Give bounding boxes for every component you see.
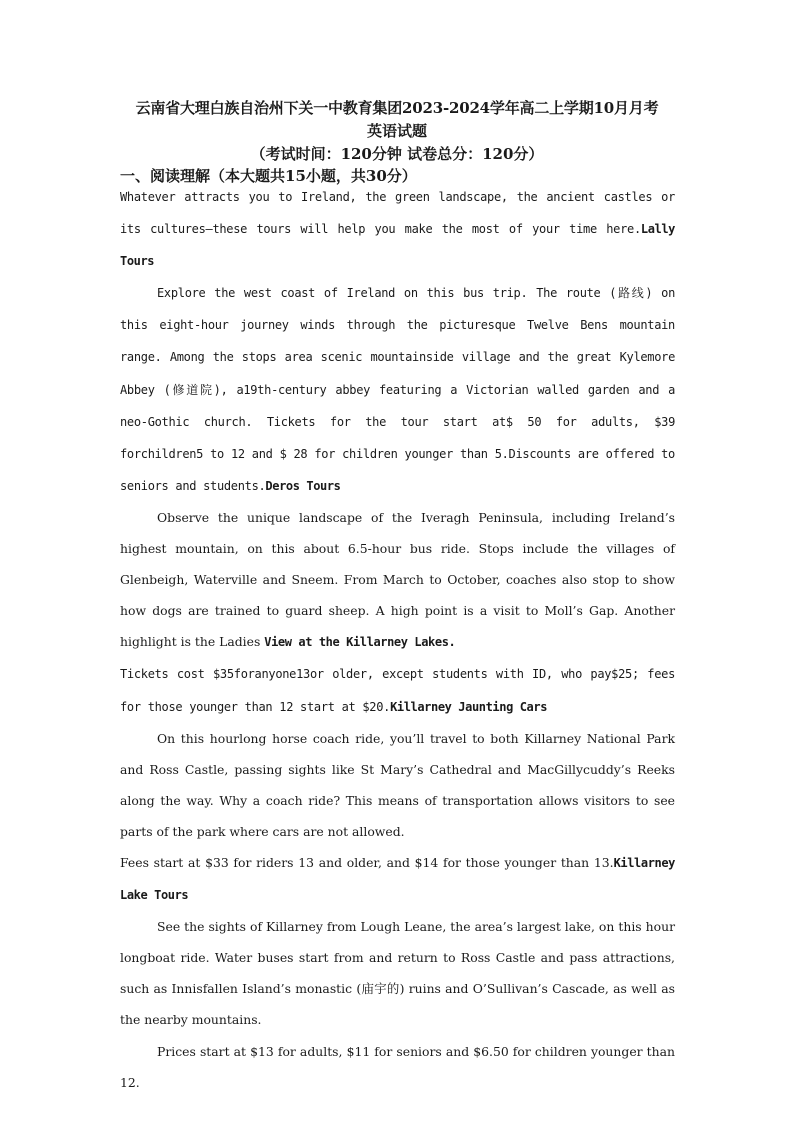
passage-jaunting-fees [120, 847, 675, 911]
tour-name-jaunting: Killarney Jaunting Cars [390, 699, 548, 714]
intro-text: Whatever attracts you to Ireland, the green landscape, the ancient castles or its cultures—these tours will help you make the most of your time here. [120, 190, 675, 237]
tour-lally-text: Explore the west coast of Ireland on this bus trip. The route (路线) on this eight-hour journey winds through the picturesque Twelve Bens mountain range. Among the stops area scenic mountainside village and the great Kylemore Abbey (修道院), a19th-century abbey featuring a Victorian walled garden and a neo-Gothic church. Tickets for the tour start at$ 50 for adults, $39 forchildren5 to 12 and $ 28 for children younger than 5.Discounts are offered to seniors and students. [120, 286, 675, 493]
passage-intro [120, 181, 675, 277]
passage-tour-lally [120, 277, 675, 502]
section-heading: 一、阅读理解（本大题共15小题，共30分） [120, 167, 417, 185]
exam-title: 云南省大理白族自治州下关一中教育集团2023-2024学年高二上学期10月月考 [135, 99, 659, 117]
passage-tour-deros [120, 502, 675, 658]
passage-deros-tickets [120, 658, 675, 722]
tour-name-lake: Killarney Lake Tours [120, 855, 675, 903]
exam-header [110, 97, 684, 166]
exam-subject: 英语试题 [366, 122, 427, 140]
deros-tickets-text: Tickets cost $35foranyone13or older, except students with ID, who pay$25; fees for those younger than 12 start at $20. [120, 667, 675, 714]
passage-tour-lake: See the sights of Killarney from Lough Leane, the area’s largest lake, on this hour longboat ride. Water buses start from and return to Ross Castle and pass attractions, such as Innisfallen Island’s monastic (庙宇的) ruins and O’Sullivan’s Cascade, as well as the nearby mountains. [120, 919, 675, 1028]
jaunting-fees-text: Fees start at $33 for riders 13 and older, and $14 for those younger than 13. [120, 854, 614, 870]
passage-lake-prices: Prices start at $13 for adults, $11 for seniors and $6.50 for children younger than 12. [120, 1043, 675, 1090]
tour-deros-highlight: View at the Killarney Lakes. [264, 635, 456, 650]
reading-passage [120, 181, 675, 1098]
tour-deros-text: Observe the unique landscape of the Iveragh Peninsula, including Ireland’s highest mountain, on this about 6.5-hour bus ride. Stops include the villages of Glenbeigh, Waterville and Sneem. From March to October, coaches also stop to show how dogs are trained to guard sheep. A high point is a visit to Moll’s Gap. Another highlight is the Ladies [120, 509, 675, 650]
tour-name-lally: Lally Tours [120, 222, 675, 269]
exam-info: （考试时间：120分钟 试卷总分：120分） [250, 145, 544, 163]
tour-name-deros: Deros Tours [265, 478, 341, 493]
passage-tour-jaunting: On this hourlong horse coach ride, you’ll travel to both Killarney National Park and Ross Castle, passing sights like St Mary’s Cathedral and MacGillycuddy’s Reeks along the way. Why a coach ride? This means of transportation allows visitors to see parts of the park where cars are not allowed. [120, 730, 675, 839]
